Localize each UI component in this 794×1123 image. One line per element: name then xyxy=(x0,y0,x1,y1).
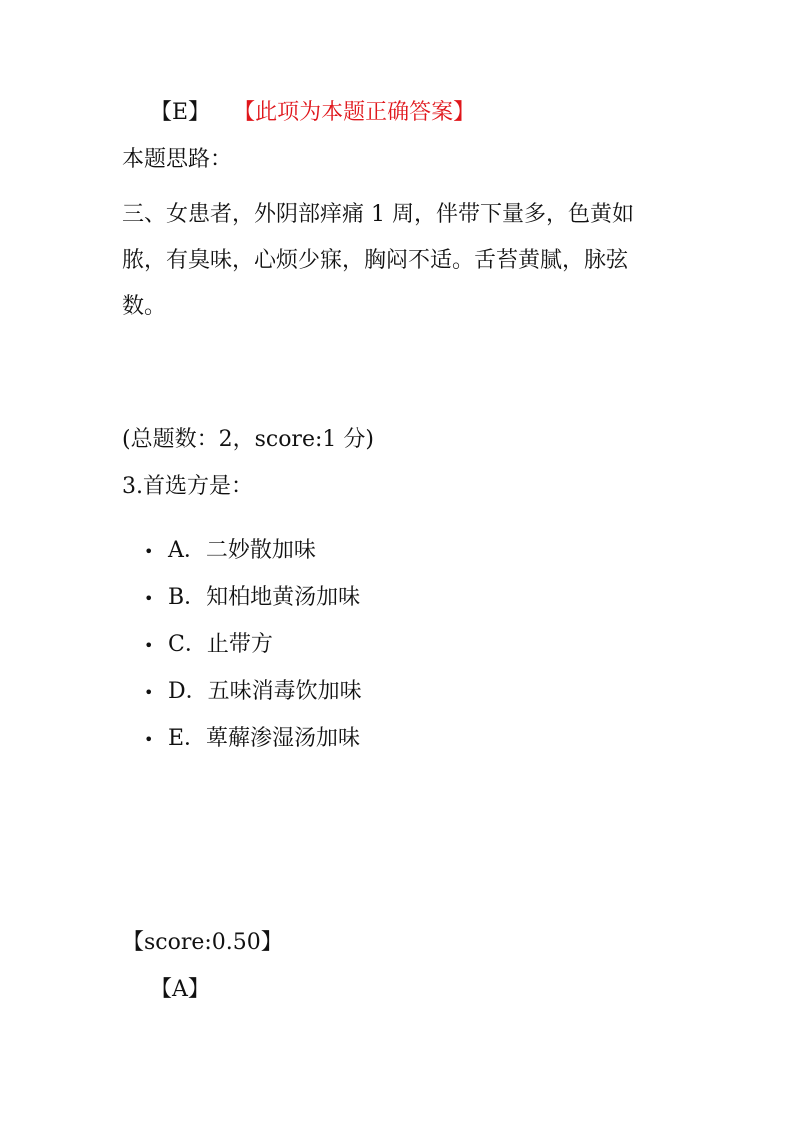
bullet-icon: • xyxy=(144,730,154,749)
correct-answer-note: 【此项为本题正确答案】 xyxy=(244,100,476,125)
question-group-meta: (总题数：2，score:1 分) xyxy=(122,427,374,452)
option-b[interactable] xyxy=(144,580,362,627)
option-label: A．二妙散加味 xyxy=(168,538,316,563)
previous-answer-line xyxy=(150,98,475,128)
option-e[interactable] xyxy=(144,721,362,768)
score-label: 【score:0.50】 xyxy=(122,930,283,955)
case-line: 三、女患者，外阴部痒痛 1 周，伴带下量多，色黄如 xyxy=(122,202,634,227)
option-c[interactable] xyxy=(144,627,362,674)
option-label: E．萆薢渗湿汤加味 xyxy=(168,726,361,751)
answer-options xyxy=(144,533,362,768)
case-line: 脓，有臭味，心烦少寐，胸闷不适。舌苔黄腻，脉弦 xyxy=(122,248,629,273)
case-line: 数。 xyxy=(122,294,167,319)
bullet-icon: • xyxy=(144,636,154,655)
thinking-label: 本题思路： xyxy=(122,147,233,172)
option-a[interactable] xyxy=(144,533,362,580)
question-text: 3.首选方是： xyxy=(122,474,253,499)
previous-answer: 【E】 xyxy=(150,100,211,125)
option-label: D．五味消毒饮加味 xyxy=(168,679,362,704)
case-description xyxy=(122,192,682,330)
bullet-icon: • xyxy=(144,542,154,561)
option-d[interactable] xyxy=(144,674,362,721)
bullet-icon: • xyxy=(144,683,154,702)
current-answer: 【A】 xyxy=(150,977,210,1002)
option-label: C．止带方 xyxy=(168,632,273,657)
bullet-icon: • xyxy=(144,589,154,608)
option-label: B．知柏地黄汤加味 xyxy=(168,585,361,610)
